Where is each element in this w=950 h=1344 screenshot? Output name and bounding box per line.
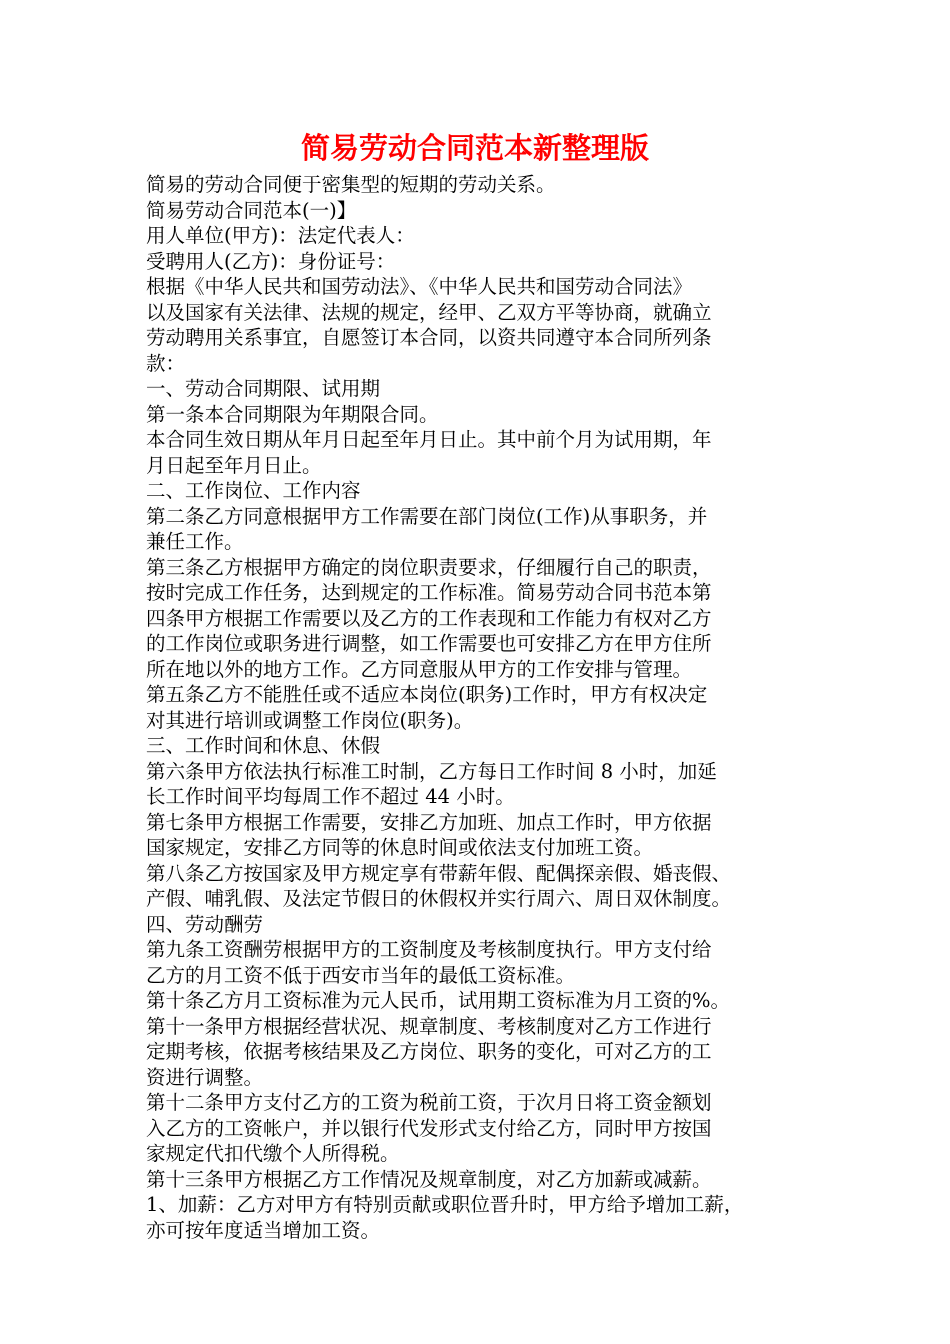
document-line: 受聘用人(乙方)：身份证号：	[146, 249, 396, 273]
document-line: 资进行调整。	[146, 1065, 264, 1089]
document-line: 根据《中华人民共和国劳动法》、《中华人民共和国劳动合同法》	[146, 275, 693, 298]
document-line: 兼任工作。	[146, 530, 244, 553]
document-line: 定期考核，依据考核结果及乙方岗位、职务的变化，可对乙方的工	[146, 1040, 712, 1063]
document-line: 入乙方的工资帐户，并以银行代发形式支付给乙方，同时甲方按国	[146, 1116, 712, 1140]
document-line: 二、工作岗位、工作内容	[146, 479, 361, 502]
document-line: 劳动聘用关系事宜，自愿签订本合同，以资共同遵守本合同所列条	[146, 326, 712, 349]
document-line: 1、加薪：乙方对甲方有特别贡献或职位晋升时，甲方给予增加工薪，	[146, 1193, 744, 1216]
document-line: 第六条甲方依法执行标准工时制，乙方每日工作时间 8 小时，加延	[146, 759, 717, 783]
document-line: 简易的劳动合同便于密集型的短期的劳动关系。	[146, 173, 556, 196]
document-title: 简易劳动合同范本新整理版	[300, 131, 649, 165]
document-line: 第十条乙方月工资标准为元人民币，试用期工资标准为月工资的%。	[146, 989, 731, 1012]
document-line: 以及国家有关法律、法规的规定，经甲、乙双方平等协商，就确立	[146, 300, 712, 324]
document-line: 第十三条甲方根据乙方工作情况及规章制度，对乙方加薪或减薪。	[146, 1167, 712, 1191]
document-line: 款：	[146, 351, 186, 375]
document-line: 所在地以外的地方工作。乙方同意服从甲方的工作安排与管理。	[146, 657, 693, 681]
document-line: 长工作时间平均每周工作不超过 44 小时。	[146, 785, 515, 808]
document-line: 本合同生效日期从年月日起至年月日止。其中前个月为试用期，年	[146, 428, 712, 451]
document-line: 第九条工资酬劳根据甲方的工资制度及考核制度执行。甲方支付给	[146, 938, 712, 961]
document-line: 亦可按年度适当增加工资。	[146, 1218, 381, 1242]
document-line: 第五条乙方不能胜任或不适应本岗位(职务)工作时，甲方有权决定	[146, 683, 708, 706]
document-line: 乙方的月工资不低于西安市当年的最低工资标准。	[146, 963, 576, 987]
document-line: 月日起至年月日止。	[146, 453, 322, 477]
document-line: 四条甲方根据工作需要以及乙方的工作表现和工作能力有权对乙方	[146, 606, 712, 630]
document-line: 国家规定，安排乙方同等的休息时间或依法支付加班工资。	[146, 836, 654, 859]
document-line: 三、工作时间和休息、休假	[146, 734, 381, 757]
document-line: 用人单位(甲方)：法定代表人：	[146, 224, 415, 247]
document-line: 第一条本合同期限为年期限合同。	[146, 402, 439, 426]
document-line: 家规定代扣代缴个人所得税。	[146, 1142, 400, 1165]
document-line: 第七条甲方根据工作需要，安排乙方加班、加点工作时，甲方依据	[146, 810, 712, 834]
document-line: 产假、哺乳假、及法定节假日的休假权并实行周六、周日双休制度。	[146, 887, 732, 910]
document-line: 按时完成工作任务，达到规定的工作标准。简易劳动合同书范本第	[146, 581, 712, 604]
document-body	[146, 172, 826, 1243]
document-line: 第三条乙方根据甲方确定的岗位职责要求，仔细履行自己的职责，	[146, 555, 712, 579]
document-line: 第二条乙方同意根据甲方工作需要在部门岗位(工作)从事职务，并	[146, 504, 708, 528]
document-line: 对其进行培训或调整工作岗位(职务)。	[146, 708, 474, 732]
document-line: 一、劳动合同期限、试用期	[146, 377, 381, 400]
document-line: 第十一条甲方根据经营状况、规章制度、考核制度对乙方工作进行	[146, 1014, 712, 1038]
document-line: 简易劳动合同范本(一)】	[146, 198, 357, 222]
document-line: 的工作岗位或职务进行调整，如工作需要也可安排乙方在甲方住所	[146, 632, 712, 655]
document-line: 第十二条甲方支付乙方的工资为税前工资，于次月日将工资金额划	[146, 1091, 712, 1114]
document-line: 四、劳动酬劳	[146, 912, 264, 936]
document-line: 第八条乙方按国家及甲方规定享有带薪年假、配偶探亲假、婚丧假、	[146, 861, 732, 885]
